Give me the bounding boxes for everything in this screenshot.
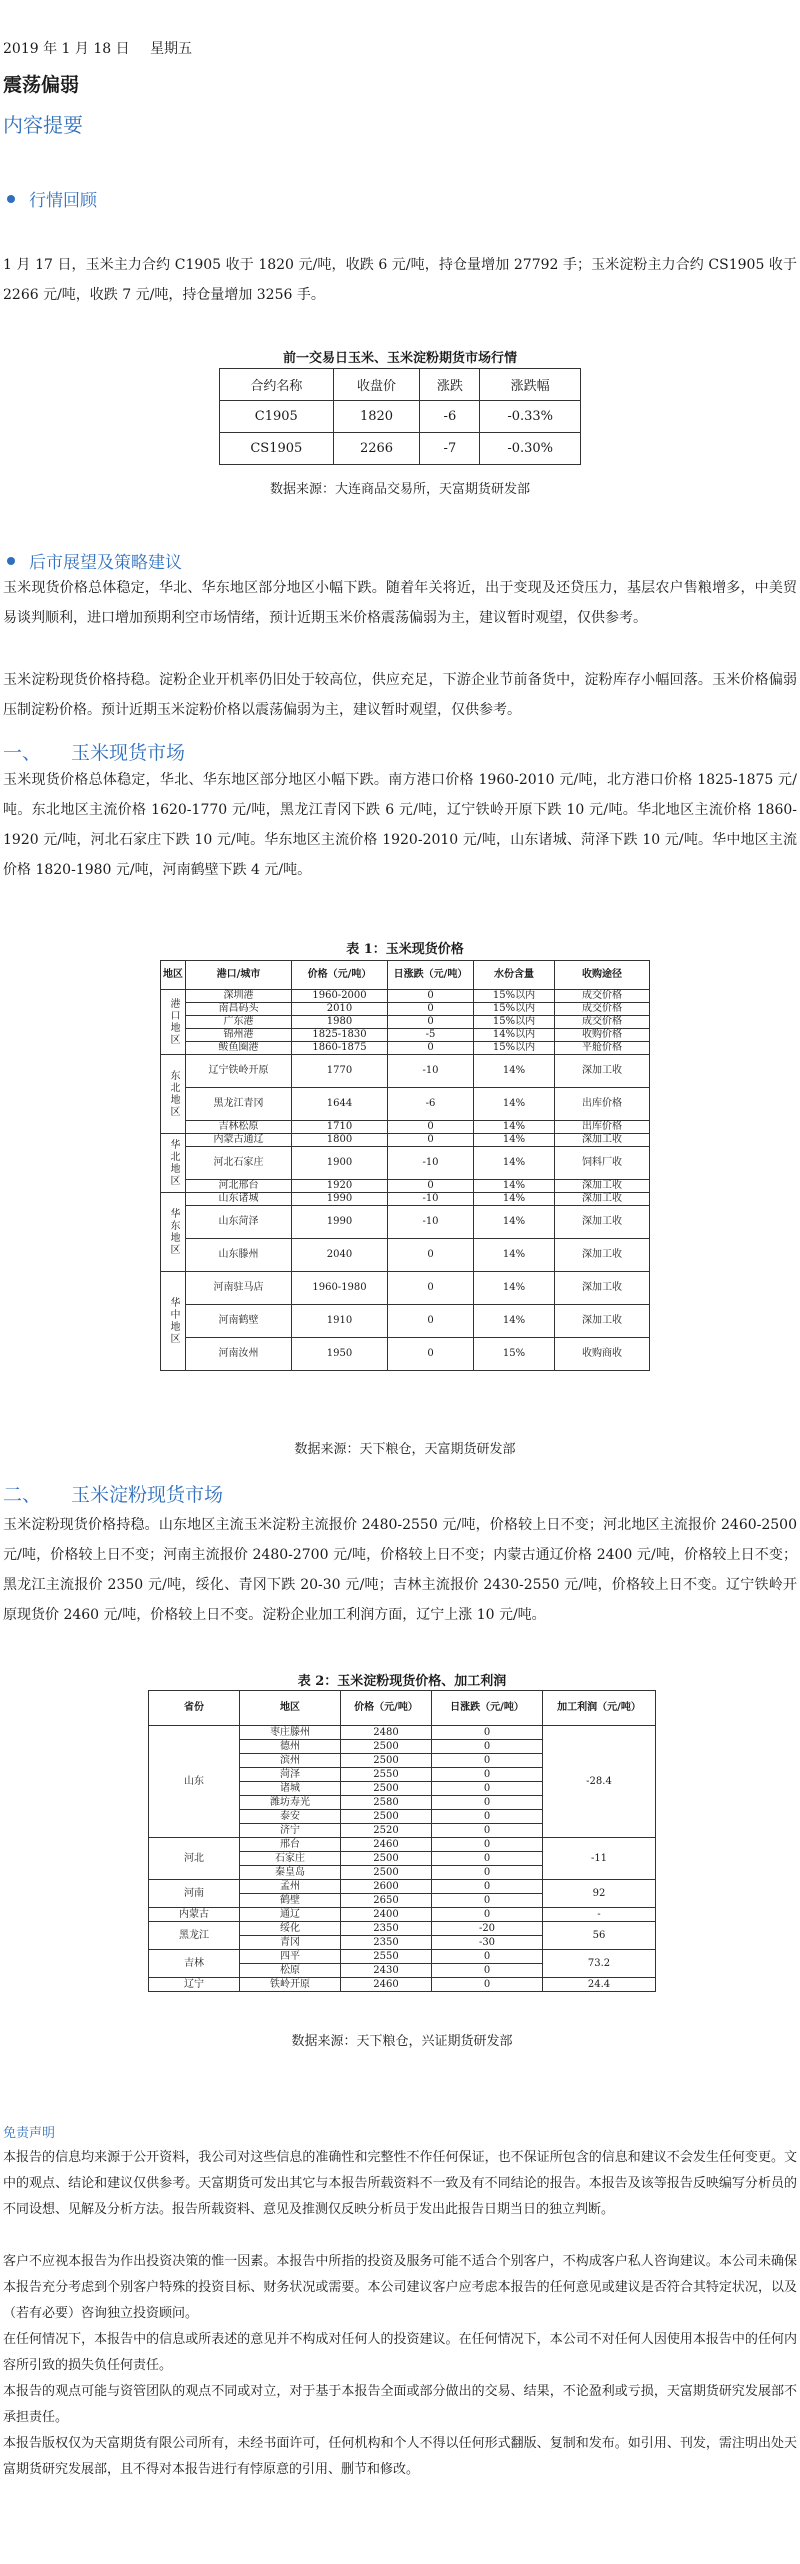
table-cell: 15%以内 xyxy=(474,990,555,1003)
disclaimer-para: 本报告的观点可能与资管团队的观点不同或对立，对于基于本报告全面或部分做出的交易、结果，不论盈利或亏损，天富期货研究发展部不承担责任。 xyxy=(3,2384,797,2425)
table-cell: 14% xyxy=(474,1305,555,1338)
table-row xyxy=(161,990,650,1003)
column-header: 水份含量 xyxy=(474,961,555,990)
table-cell: 0 xyxy=(432,1894,543,1908)
table-row xyxy=(149,1950,656,1964)
table-cell: 济宁 xyxy=(240,1824,341,1838)
table-cell: 深加工收 xyxy=(555,1193,650,1206)
table-row xyxy=(161,1088,650,1121)
table-cell: 2500 xyxy=(341,1852,432,1866)
table-cell: 14% xyxy=(474,1121,555,1134)
table-cell: CS1905 xyxy=(220,433,334,465)
table-cell: 1800 xyxy=(292,1134,388,1147)
table-row xyxy=(161,1180,650,1193)
table-cell: 0 xyxy=(432,1796,543,1810)
table-cell: 邢台 xyxy=(240,1838,341,1852)
table-cell: 山东菏泽 xyxy=(186,1206,292,1239)
column-header: 港口/城市 xyxy=(186,961,292,990)
table-cell: 河南汝州 xyxy=(186,1338,292,1371)
table-cell: 深加工收 xyxy=(555,1305,650,1338)
review-heading xyxy=(3,186,97,211)
outlook-para-corn: 玉米现货价格总体稳定，华北、华东地区部分地区小幅下跌。随着年关将近，出于变现及还贷压力，基层农户售粮增多，中美贸易谈判顺利，进口增加预期利空市场情绪，预计近期玉米价格震荡偏弱为主，建议暂时观望，仅供参考。 xyxy=(3,580,797,626)
province-cell: 辽宁 xyxy=(149,1978,240,1992)
table-cell: 诸城 xyxy=(240,1782,341,1796)
table-cell: 深加工收 xyxy=(555,1055,650,1088)
table-row xyxy=(149,1908,656,1922)
table-cell: -10 xyxy=(388,1193,474,1206)
table-row xyxy=(161,1272,650,1305)
futures-table xyxy=(219,368,581,465)
column-header: 涨跌幅 xyxy=(480,369,581,401)
table-cell: 14% xyxy=(474,1134,555,1147)
section-title: 玉米现货市场 xyxy=(71,742,186,764)
weekday-text: 星期五 xyxy=(150,41,193,57)
column-header: 合约名称 xyxy=(220,369,334,401)
table-cell: 菏泽 xyxy=(240,1768,341,1782)
table-cell: 通辽 xyxy=(240,1908,341,1922)
table-cell: 1920 xyxy=(292,1180,388,1193)
table-cell: 0 xyxy=(432,1964,543,1978)
table-cell: 锦州港 xyxy=(186,1029,292,1042)
table-cell: 0 xyxy=(388,1042,474,1055)
table-cell: 2550 xyxy=(341,1950,432,1964)
table-row xyxy=(149,1978,656,1992)
table-row xyxy=(149,1880,656,1894)
table-cell: 2350 xyxy=(341,1922,432,1936)
table-cell: 0 xyxy=(432,1824,543,1838)
region-cell: 华中地区 xyxy=(161,1272,186,1371)
table-cell: 14% xyxy=(474,1193,555,1206)
column-header: 加工利润（元/吨） xyxy=(543,1691,656,1726)
table-cell: 0 xyxy=(432,1768,543,1782)
table-cell: 内蒙古通辽 xyxy=(186,1134,292,1147)
table-cell: 1825-1830 xyxy=(292,1029,388,1042)
table-cell: 1910 xyxy=(292,1305,388,1338)
bullet-icon xyxy=(7,195,15,203)
outlook-heading xyxy=(3,548,182,573)
column-header: 收盘价 xyxy=(333,369,420,401)
table-cell: 孟州 xyxy=(240,1880,341,1894)
profit-cell: -11 xyxy=(543,1838,656,1880)
column-header: 地区 xyxy=(161,961,186,990)
table-cell: 2500 xyxy=(341,1782,432,1796)
table-cell: 2480 xyxy=(341,1726,432,1740)
table-cell: 0 xyxy=(388,1305,474,1338)
table-cell: 0 xyxy=(388,1134,474,1147)
summary-heading: 内容提要 xyxy=(3,113,83,137)
table-cell: 1644 xyxy=(292,1088,388,1121)
table-cell: 1960-1980 xyxy=(292,1272,388,1305)
table-cell: 青冈 xyxy=(240,1936,341,1950)
table-cell: 出库价格 xyxy=(555,1088,650,1121)
section-number: 一、 xyxy=(3,742,42,764)
table-row xyxy=(161,1029,650,1042)
column-header: 地区 xyxy=(240,1691,341,1726)
table-cell: 2500 xyxy=(341,1866,432,1880)
table-cell: 0 xyxy=(432,1908,543,1922)
table-cell: 石家庄 xyxy=(240,1852,341,1866)
table-cell: 南昌码头 xyxy=(186,1003,292,1016)
table-cell: 枣庄滕州 xyxy=(240,1726,341,1740)
table-cell: 14% xyxy=(474,1239,555,1272)
table-header-row xyxy=(149,1691,656,1726)
column-header: 价格（元/吨） xyxy=(292,961,388,990)
table-cell: 2460 xyxy=(341,1838,432,1852)
table-cell: 15%以内 xyxy=(474,1016,555,1029)
table-row xyxy=(161,1239,650,1272)
table-cell: 2500 xyxy=(341,1810,432,1824)
table-row xyxy=(161,1338,650,1371)
table-cell: 0 xyxy=(388,1016,474,1029)
bullet-icon xyxy=(7,557,15,565)
table-cell: 黑龙江青冈 xyxy=(186,1088,292,1121)
table-cell: 14% xyxy=(474,1147,555,1180)
table-cell: 0 xyxy=(388,1239,474,1272)
table-cell: -7 xyxy=(420,433,480,465)
table-cell: 0 xyxy=(432,1880,543,1894)
table-cell: 深圳港 xyxy=(186,990,292,1003)
table-cell: 广东港 xyxy=(186,1016,292,1029)
table-cell: 0 xyxy=(432,1782,543,1796)
table-cell: 辽宁铁岭开原 xyxy=(186,1055,292,1088)
table-cell: 15%以内 xyxy=(474,1003,555,1016)
table-cell: C1905 xyxy=(220,401,334,433)
table-cell: 2350 xyxy=(341,1936,432,1950)
province-cell: 河南 xyxy=(149,1880,240,1908)
table-cell: 2600 xyxy=(341,1880,432,1894)
table-cell: 0 xyxy=(432,1978,543,1992)
table-cell: 鹤壁 xyxy=(240,1894,341,1908)
report-title: 震荡偏弱 xyxy=(3,74,80,96)
table-row xyxy=(161,1193,650,1206)
profit-cell: 24.4 xyxy=(543,1978,656,1992)
table-cell: 山东诸城 xyxy=(186,1193,292,1206)
table-cell: 2650 xyxy=(341,1894,432,1908)
province-cell: 山东 xyxy=(149,1726,240,1838)
table-cell: 1960-2000 xyxy=(292,990,388,1003)
table-cell: 2430 xyxy=(341,1964,432,1978)
column-header: 价格（元/吨） xyxy=(341,1691,432,1726)
table-cell: 0 xyxy=(388,1272,474,1305)
table-cell: 2040 xyxy=(292,1239,388,1272)
table-cell: -5 xyxy=(388,1029,474,1042)
table-cell: 15%以内 xyxy=(474,1042,555,1055)
table-header-row xyxy=(161,961,650,990)
table-cell: 2400 xyxy=(341,1908,432,1922)
table-cell: 深加工收 xyxy=(555,1206,650,1239)
table-cell: 松原 xyxy=(240,1964,341,1978)
column-header: 涨跌 xyxy=(420,369,480,401)
table-cell: 1820 xyxy=(333,401,420,433)
table-row xyxy=(161,1055,650,1088)
table-cell: 14% xyxy=(474,1055,555,1088)
review-heading-text: 行情回顾 xyxy=(29,191,97,211)
table-cell: 0 xyxy=(432,1838,543,1852)
table-cell: 1900 xyxy=(292,1147,388,1180)
table-cell: 德州 xyxy=(240,1740,341,1754)
region-cell: 华东地区 xyxy=(161,1193,186,1272)
table-cell: -0.33% xyxy=(480,401,581,433)
profit-cell: -28.4 xyxy=(543,1726,656,1838)
profit-cell: 73.2 xyxy=(543,1950,656,1978)
review-text: 1 月 17 日，玉米主力合约 C1905 收于 1820 元/吨，收跌 6 元/吨，持仓量增加 27792 手；玉米淀粉主力合约 CS1905 收于 2266 元/吨，收跌 7 元/吨，持仓量增加 3256 手。 xyxy=(3,257,797,303)
starch-spot-text: 玉米淀粉现货价格持稳。山东地区主流玉米淀粉主流报价 2480-2550 元/吨，价格较上日不变；河北地区主流报价 2460-2500 元/吨，价格较上日不变；河南主流报价 2480-2700 元/吨，价格较上日不变；内蒙古通辽价格 2400 元/吨，价格较上日不变；黑龙江主流报价 2350 元/吨，绥化、青冈下跌 20-30 元/吨；吉林主流报价 2430-2550 元/吨，价格较上日不变。辽宁铁岭开原现货价 2460 元/吨，价格较上日不变。淀粉企业加工利润方面，辽宁上涨 10 元/吨。 xyxy=(3,1517,797,1623)
table-cell: 1990 xyxy=(292,1193,388,1206)
table-cell: 1990 xyxy=(292,1206,388,1239)
table-cell: 2266 xyxy=(333,433,420,465)
profit-cell: - xyxy=(543,1908,656,1922)
table-row xyxy=(220,433,581,465)
corn-spot-heading xyxy=(3,738,185,765)
table-header-row xyxy=(220,369,581,401)
table-cell: 15% xyxy=(474,1338,555,1371)
table-cell: 0 xyxy=(432,1740,543,1754)
table-cell: 饲料厂收 xyxy=(555,1147,650,1180)
starch-price-table xyxy=(148,1690,656,1992)
table-cell: 滨州 xyxy=(240,1754,341,1768)
table-cell: 0 xyxy=(432,1810,543,1824)
table-cell: 深加工收 xyxy=(555,1134,650,1147)
column-header: 收购途径 xyxy=(555,961,650,990)
table-cell: 0 xyxy=(388,1180,474,1193)
table-row xyxy=(161,1016,650,1029)
corn-source: 数据来源：天下粮仓，天富期货研发部 xyxy=(294,1442,516,1457)
table-cell: 成交价格 xyxy=(555,990,650,1003)
table-cell: 成交价格 xyxy=(555,1003,650,1016)
column-header: 日涨跌（元/吨） xyxy=(388,961,474,990)
table-row xyxy=(161,1121,650,1134)
table-cell: 14% xyxy=(474,1180,555,1193)
section-number: 二、 xyxy=(3,1484,42,1506)
table-cell: 潍坊寿光 xyxy=(240,1796,341,1810)
profit-cell: 56 xyxy=(543,1922,656,1950)
table-cell: 14% xyxy=(474,1272,555,1305)
table-cell: -30 xyxy=(432,1936,543,1950)
table-cell: 1710 xyxy=(292,1121,388,1134)
table-row xyxy=(161,1042,650,1055)
outlook-heading-text: 后市展望及策略建议 xyxy=(29,553,182,573)
table-cell: 2520 xyxy=(341,1824,432,1838)
table-cell: 成交价格 xyxy=(555,1016,650,1029)
region-cell: 华北地区 xyxy=(161,1134,186,1193)
table-cell: 2500 xyxy=(341,1740,432,1754)
disclaimer-para: 客户不应视本报告为作出投资决策的惟一因素。本报告中所指的投资及服务可能不适合个别客户，不构成客户私人咨询建议。本公司未确保本报告充分考虑到个别客户特殊的投资目标、财务状况或需要。本公司建议客户应考虑本报告的任何意见或建议是否符合其特定状况，以及（若有必要）咨询独立投资顾问。 xyxy=(3,2254,797,2321)
table-row xyxy=(149,1838,656,1852)
province-cell: 河北 xyxy=(149,1838,240,1880)
report-date xyxy=(3,38,208,58)
province-cell: 黑龙江 xyxy=(149,1922,240,1950)
table-cell: 1980 xyxy=(292,1016,388,1029)
table-cell: -6 xyxy=(388,1088,474,1121)
table-row xyxy=(149,1922,656,1936)
table-row xyxy=(161,1147,650,1180)
table-cell: 四平 xyxy=(240,1950,341,1964)
futures-table-caption: 前一交易日玉米、玉米淀粉期货市场行情 xyxy=(282,351,517,366)
table-row xyxy=(161,1134,650,1147)
disclaimer-para: 在任何情况下，本报告中的信息或所表述的意见并不构成对任何人的投资建议。在任何情况下，本公司不对任何人因使用本报告中的任何内容所引致的损失负任何责任。 xyxy=(3,2332,797,2373)
table-row xyxy=(161,1305,650,1338)
disclaimer-heading: 免责声明 xyxy=(3,2126,56,2141)
corn-spot-text: 玉米现货价格总体稳定，华北、华东地区部分地区小幅下跌。南方港口价格 1960-2010 元/吨，北方港口价格 1825-1875 元/吨。东北地区主流价格 1620-1770 元/吨，黑龙江青冈下跌 6 元/吨，辽宁铁岭开原下跌 10 元/吨。华北地区主流价格 1860-1920 元/吨，河北石家庄下跌 10 元/吨。华东地区主流价格 1920-2010 元/吨，山东诸城、菏泽下跌 10 元/吨。华中地区主流价格 1820-1980 元/吨，河南鹤壁下跌 4 元/吨。 xyxy=(3,772,797,878)
table-cell: 鲅鱼圈港 xyxy=(186,1042,292,1055)
starch-table-caption: 表 2：玉米淀粉现货价格、加工利润 xyxy=(297,1674,507,1689)
table-cell: 河北邢台 xyxy=(186,1180,292,1193)
table-row xyxy=(149,1726,656,1740)
table-cell: 0 xyxy=(432,1852,543,1866)
futures-source: 数据来源：大连商品交易所，天富期货研发部 xyxy=(269,482,530,497)
province-cell: 内蒙古 xyxy=(149,1908,240,1922)
table-cell: 2460 xyxy=(341,1978,432,1992)
table-cell: 河南驻马店 xyxy=(186,1272,292,1305)
table-cell: 出库价格 xyxy=(555,1121,650,1134)
table-cell: 0 xyxy=(388,990,474,1003)
table-cell: 0 xyxy=(432,1754,543,1768)
disclaimer-para: 本报告版权仅为天富期货有限公司所有，未经书面许可，任何机构和个人不得以任何形式翻版、复制和发布。如引用、刊发，需注明出处天富期货研究发展部，且不得对本报告进行有悖原意的引用、删节和修改。 xyxy=(3,2436,797,2477)
corn-table-caption: 表 1：玉米现货价格 xyxy=(346,942,464,957)
table-cell: 1860-1875 xyxy=(292,1042,388,1055)
table-row xyxy=(220,401,581,433)
table-cell: 平舱价格 xyxy=(555,1042,650,1055)
region-cell: 东北地区 xyxy=(161,1055,186,1134)
table-cell: 1950 xyxy=(292,1338,388,1371)
province-cell: 吉林 xyxy=(149,1950,240,1978)
table-cell: 2550 xyxy=(341,1768,432,1782)
column-header: 省份 xyxy=(149,1691,240,1726)
table-cell: 0 xyxy=(432,1950,543,1964)
table-cell: 14% xyxy=(474,1088,555,1121)
table-cell: 河北石家庄 xyxy=(186,1147,292,1180)
region-cell: 港口地区 xyxy=(161,990,186,1055)
table-row xyxy=(161,1003,650,1016)
table-cell: 吉林松原 xyxy=(186,1121,292,1134)
starch-source: 数据来源：天下粮仓，兴证期货研发部 xyxy=(291,2034,513,2049)
table-cell: 1770 xyxy=(292,1055,388,1088)
table-cell: -10 xyxy=(388,1147,474,1180)
starch-spot-heading xyxy=(3,1480,223,1507)
table-cell: 2010 xyxy=(292,1003,388,1016)
table-cell: 2500 xyxy=(341,1754,432,1768)
corn-price-table xyxy=(160,960,650,1371)
table-cell: -10 xyxy=(388,1206,474,1239)
disclaimer-para: 本报告的信息均来源于公开资料，我公司对这些信息的准确性和完整性不作任何保证，也不保证所包含的信息和建议不会发生任何变更。文中的观点、结论和建议仅供参考。天富期货可发出其它与本报告所载资料不一致及有不同结论的报告。本报告及该等报告反映编写分析员的不同设想、见解及分析方法。报告所载资料、意见及推测仅反映分析员于发出此报告日期当日的独立判断。 xyxy=(3,2150,797,2217)
table-cell: 0 xyxy=(388,1121,474,1134)
table-cell: -0.30% xyxy=(480,433,581,465)
table-cell: 0 xyxy=(388,1003,474,1016)
table-cell: 绥化 xyxy=(240,1922,341,1936)
table-cell: 14% xyxy=(474,1206,555,1239)
table-cell: 2580 xyxy=(341,1796,432,1810)
table-cell: 0 xyxy=(432,1866,543,1880)
table-cell: -10 xyxy=(388,1055,474,1088)
outlook-para-starch: 玉米淀粉现货价格持稳。淀粉企业开机率仍旧处于较高位，供应充足，下游企业节前备货中，淀粉库存小幅回落。玉米价格偏弱压制淀粉价格。预计近期玉米淀粉价格以震荡偏弱为主，建议暂时观望，仅供参考。 xyxy=(3,672,797,718)
section-title: 玉米淀粉现货市场 xyxy=(71,1484,224,1506)
table-cell: 收购价格 xyxy=(555,1029,650,1042)
table-cell: 山东滕州 xyxy=(186,1239,292,1272)
table-cell: -20 xyxy=(432,1922,543,1936)
table-cell: 收购商收 xyxy=(555,1338,650,1371)
table-cell: 0 xyxy=(432,1726,543,1740)
profit-cell: 92 xyxy=(543,1880,656,1908)
table-cell: 泰安 xyxy=(240,1810,341,1824)
table-cell: 深加工收 xyxy=(555,1239,650,1272)
table-cell: 14%以内 xyxy=(474,1029,555,1042)
column-header: 日涨跌（元/吨） xyxy=(432,1691,543,1726)
table-cell: 河南鹤壁 xyxy=(186,1305,292,1338)
table-cell: -6 xyxy=(420,401,480,433)
table-cell: 秦皇岛 xyxy=(240,1866,341,1880)
date-text: 2019 年 1 月 18 日 xyxy=(3,41,130,57)
table-cell: 铁岭开原 xyxy=(240,1978,341,1992)
table-cell: 0 xyxy=(388,1338,474,1371)
table-row xyxy=(161,1206,650,1239)
table-cell: 深加工收 xyxy=(555,1272,650,1305)
table-cell: 深加工收 xyxy=(555,1180,650,1193)
